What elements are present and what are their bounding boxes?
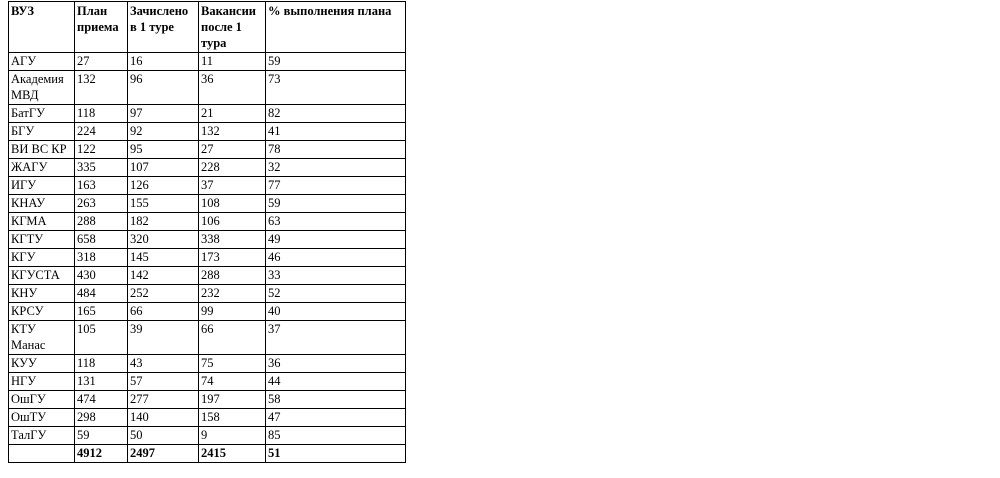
cell-vacancies: 9: [199, 427, 266, 445]
cell-plan: 263: [75, 195, 128, 213]
cell-percent: 49: [266, 231, 406, 249]
table-row: [9, 71, 406, 105]
cell-enrolled: 57: [128, 373, 199, 391]
cell-percent: 82: [266, 105, 406, 123]
cell-plan: 131: [75, 373, 128, 391]
totals-percent: 51: [266, 445, 406, 463]
cell-vuz: ИГУ: [9, 177, 75, 195]
cell-percent: 63: [266, 213, 406, 231]
cell-percent: 59: [266, 53, 406, 71]
cell-vuz: КГУСТА: [9, 267, 75, 285]
cell-percent: 37: [266, 321, 406, 355]
table-row: [9, 391, 406, 409]
cell-plan: 658: [75, 231, 128, 249]
cell-enrolled: 95: [128, 141, 199, 159]
totals-name: [9, 445, 75, 463]
totals-vacancies: 2415: [199, 445, 266, 463]
table-row: [9, 213, 406, 231]
table-row: [9, 231, 406, 249]
cell-vacancies: 288: [199, 267, 266, 285]
cell-vuz: ЖАГУ: [9, 159, 75, 177]
cell-plan: 118: [75, 355, 128, 373]
cell-percent: 36: [266, 355, 406, 373]
cell-vuz: КУУ: [9, 355, 75, 373]
table-row: [9, 285, 406, 303]
cell-vacancies: 21: [199, 105, 266, 123]
cell-vacancies: 108: [199, 195, 266, 213]
totals-row: [9, 445, 406, 463]
cell-percent: 46: [266, 249, 406, 267]
cell-plan: 288: [75, 213, 128, 231]
cell-enrolled: 277: [128, 391, 199, 409]
cell-vuz: КРСУ: [9, 303, 75, 321]
cell-plan: 335: [75, 159, 128, 177]
table-row: [9, 373, 406, 391]
table-row: [9, 355, 406, 373]
cell-plan: 105: [75, 321, 128, 355]
cell-plan: 132: [75, 71, 128, 105]
cell-plan: 298: [75, 409, 128, 427]
cell-enrolled: 43: [128, 355, 199, 373]
cell-vuz: ОшТУ: [9, 409, 75, 427]
cell-percent: 73: [266, 71, 406, 105]
cell-vacancies: 338: [199, 231, 266, 249]
table-body: [9, 53, 406, 445]
cell-enrolled: 97: [128, 105, 199, 123]
cell-plan: 118: [75, 105, 128, 123]
cell-vuz: БатГУ: [9, 105, 75, 123]
table-row: [9, 409, 406, 427]
cell-percent: 59: [266, 195, 406, 213]
cell-enrolled: 126: [128, 177, 199, 195]
cell-vuz: АГУ: [9, 53, 75, 71]
table-row: [9, 123, 406, 141]
cell-vuz: КГТУ: [9, 231, 75, 249]
table-row: [9, 427, 406, 445]
cell-enrolled: 96: [128, 71, 199, 105]
header-enrolled: Зачислено в 1 туре: [128, 2, 199, 53]
cell-vuz: НГУ: [9, 373, 75, 391]
cell-plan: 59: [75, 427, 128, 445]
cell-vacancies: 74: [199, 373, 266, 391]
cell-vacancies: 228: [199, 159, 266, 177]
cell-vacancies: 66: [199, 321, 266, 355]
totals-enrolled: 2497: [128, 445, 199, 463]
cell-enrolled: 155: [128, 195, 199, 213]
cell-enrolled: 252: [128, 285, 199, 303]
table-row: [9, 195, 406, 213]
table-row: [9, 159, 406, 177]
cell-enrolled: 145: [128, 249, 199, 267]
cell-plan: 430: [75, 267, 128, 285]
table-row: [9, 53, 406, 71]
cell-enrolled: 142: [128, 267, 199, 285]
header-vacancies: Вакансии после 1 тура: [199, 2, 266, 53]
cell-vacancies: 27: [199, 141, 266, 159]
cell-vacancies: 232: [199, 285, 266, 303]
cell-percent: 44: [266, 373, 406, 391]
table-row: [9, 141, 406, 159]
cell-enrolled: 50: [128, 427, 199, 445]
cell-vuz: ВИ ВС КР: [9, 141, 75, 159]
header-vuz: ВУЗ: [9, 2, 75, 53]
table-row: [9, 105, 406, 123]
header-plan: План приема: [75, 2, 128, 53]
table-row: [9, 249, 406, 267]
cell-percent: 41: [266, 123, 406, 141]
table-row: [9, 177, 406, 195]
cell-vacancies: 11: [199, 53, 266, 71]
cell-enrolled: 320: [128, 231, 199, 249]
cell-percent: 33: [266, 267, 406, 285]
cell-plan: 318: [75, 249, 128, 267]
cell-vuz: БГУ: [9, 123, 75, 141]
cell-enrolled: 107: [128, 159, 199, 177]
cell-plan: 224: [75, 123, 128, 141]
cell-vacancies: 173: [199, 249, 266, 267]
cell-vacancies: 158: [199, 409, 266, 427]
cell-vuz: КГМА: [9, 213, 75, 231]
cell-vacancies: 99: [199, 303, 266, 321]
cell-vacancies: 75: [199, 355, 266, 373]
cell-percent: 47: [266, 409, 406, 427]
cell-vuz: Академия МВД: [9, 71, 75, 105]
cell-plan: 27: [75, 53, 128, 71]
table-row: [9, 303, 406, 321]
cell-vuz: КНУ: [9, 285, 75, 303]
cell-plan: 122: [75, 141, 128, 159]
cell-percent: 52: [266, 285, 406, 303]
admission-results-table: [8, 1, 406, 463]
cell-plan: 474: [75, 391, 128, 409]
cell-plan: 484: [75, 285, 128, 303]
cell-enrolled: 182: [128, 213, 199, 231]
cell-percent: 77: [266, 177, 406, 195]
cell-percent: 78: [266, 141, 406, 159]
cell-vuz: ОшГУ: [9, 391, 75, 409]
cell-vuz: КГУ: [9, 249, 75, 267]
cell-enrolled: 16: [128, 53, 199, 71]
cell-vuz: ТалГУ: [9, 427, 75, 445]
totals-plan: 4912: [75, 445, 128, 463]
cell-percent: 85: [266, 427, 406, 445]
cell-enrolled: 39: [128, 321, 199, 355]
cell-enrolled: 92: [128, 123, 199, 141]
table-row: [9, 321, 406, 355]
cell-enrolled: 140: [128, 409, 199, 427]
cell-plan: 165: [75, 303, 128, 321]
cell-vacancies: 37: [199, 177, 266, 195]
cell-vacancies: 106: [199, 213, 266, 231]
table-header-row: [9, 2, 406, 53]
cell-percent: 58: [266, 391, 406, 409]
cell-vacancies: 36: [199, 71, 266, 105]
header-percent: % выполнения плана: [266, 2, 406, 53]
cell-vacancies: 197: [199, 391, 266, 409]
cell-vuz: КТУ Манас: [9, 321, 75, 355]
table-row: [9, 267, 406, 285]
cell-vacancies: 132: [199, 123, 266, 141]
cell-enrolled: 66: [128, 303, 199, 321]
cell-percent: 40: [266, 303, 406, 321]
cell-percent: 32: [266, 159, 406, 177]
cell-vuz: КНАУ: [9, 195, 75, 213]
cell-plan: 163: [75, 177, 128, 195]
